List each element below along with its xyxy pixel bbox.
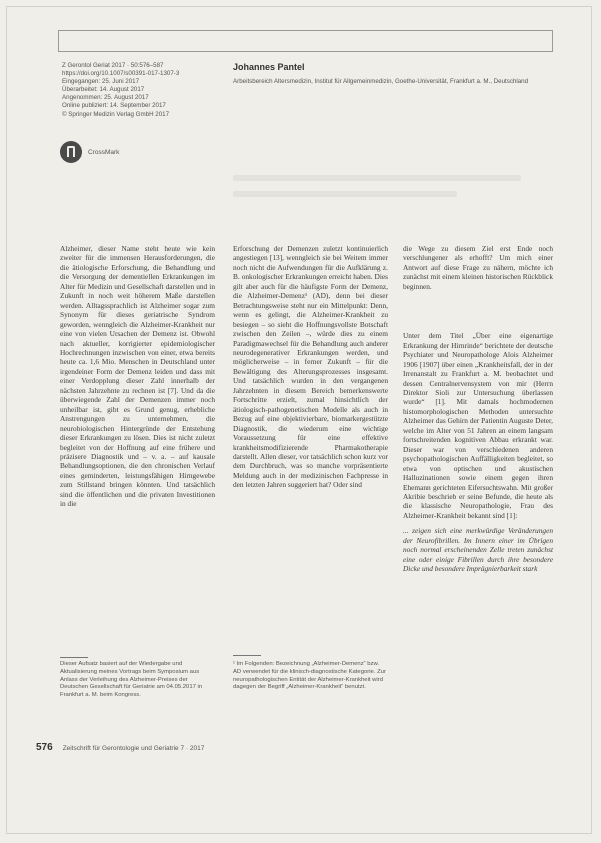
body-paragraph: Alzheimer, dieser Name steht heute wie kein zweiter für die immensen Herausforderungen, die die ätiologische Erforschung, die Behandlung und die Versorgung der dementiellen Erkrankungen im Alter für Medizin und Gesellschaft darstellen und in Zukunft in noch weit höherem Maße darstellen werden. Alltagssprachlich ist Alzheimer sogar zum Synonym für dieses geriatrische Syndrom geworden, wenngleich die Alzheimer-Krankheit nur eine von vielen Ursachen der Demenz ist. Obwohl nach aktueller, korrigierter epidemiologischer Hochrechnungen inzwischen von einer, etwa bereits heute ca. 1,6 Mio. Menschen in Deutschland unter irgendeiner Form der Demenz leiden und dass mit einer Verdopplung dieser Zahl innerhalb der nächsten Jahrzehnte zu rechnen ist [7]. Und da die überwiegende Zahl der Demenzen immer noch unheilbar ist, gibt es Grund genug, erhebliche Anstrengungen zu unternehmen, die neurobiologischen Hintergründe der Entstehung dieser Erkrankungen zu lösen. Dies ist nicht zuletzt begleitet von der Hoffnung auf eine frühere und präzisere Diagnostik und – v. a. – auf kausale Behandlungsoptionen, die den chronischen Verlauf eines geminderten, leistungsfähigen Hirngewebe zum Stillstand bringen könnten. Und tatsächlich sind die öffentlichen und die privaten Investitionen in die: [60, 244, 215, 509]
page-footer: [36, 742, 204, 753]
author-affiliation: Arbeitsbereich Altersmedizin, Institut für Allgemeinmedizin, Goethe-Universität, Frankfurt a. M., Deutschland: [233, 78, 529, 85]
author-name: Johannes Pantel: [233, 62, 305, 72]
meta-line: © Springer Medizin Verlag GmbH 2017: [62, 110, 170, 118]
faded-title-area: [233, 175, 553, 207]
crossmark-badge[interactable]: [60, 141, 119, 163]
text-column-2: [233, 244, 388, 490]
crossmark-label: CrossMark: [88, 148, 120, 156]
footnote-divider: [60, 657, 88, 658]
footnote-author-note: Dieser Aufsatz basiert auf der Wiedergabe und Aktualisierung meines Vortrags beim Symposium aus Anlass der Verleihung des Alzheimer-Preises der Deutschen Gesellschaft für Geriatrie am 04.05.2017 in Frankfurt a. M. beim Kongress.: [60, 661, 203, 699]
author-block: [233, 62, 553, 86]
meta-line: Z Gerontol Geriat 2017 · 50:576–587: [62, 62, 164, 69]
page-number: 576: [36, 742, 53, 753]
body-paragraph: Unter dem Titel „Über eine eigenartige Erkrankung der Hirnrinde“ berichtete der deutsche Psychiater und Neuropathologe Alois Alzheimer 1906 [1907] über einen „Krankheitsfall, der in der Irrenanstalt zu Frankfurt a. M. beobachtet und dessen Centralnervensystem von mir (Herrn Direktor Sioli zur Untersuchung überlassen wurde“ [1]. Mit damals hochmodernen histomorphologischen Methoden untersuchte Alzheimer das Gehirn der Patientin Auguste Deter, welche im Alter von 51 Jahren an einem langsam fortschreitenden kognitiven Abbau erkrankt war. Dieser war von verschiedenen anderen psychopathologischen Auffälligkeiten begleitet, so etwa von optischen und akustischen Halluzinationen sowie einem gegen ihren Ehemann gerichteten Eifersuchtswahn. Mit großer Akribie beschrieb er seine Befunde, die heute als die klassische Neuropathologie, Frau des Alzheimer-Krankheit bekannt sind [1]:: [403, 331, 553, 520]
body-paragraph: die Wege zu diesem Ziel erst Ende noch verschlungener als erhofft? Um mich einer Antwort auf diese Frage zu nähern, möchte ich zunächst mit einem kleinen historischen Rückblick beginnen.: [403, 244, 553, 291]
meta-line: Online publiziert: 14. September 2017: [62, 102, 166, 110]
meta-line: https://doi.org/10.1007/s00391-017-1307-3: [62, 70, 180, 78]
block-quote: ... zeigen sich eine merkwürdige Veränderungen der Neurofibrillen. Im Innern einer im Übrigen noch normal erscheinenden Zelle treten zunächst eine oder einige Fibrillen durch ihre besondere Dicke und besondere Imprägnierbarkeit stark: [403, 526, 553, 574]
meta-line: Eingegangen: 25. Juni 2017: [62, 78, 140, 86]
text-column-1: [60, 244, 215, 509]
meta-line: Überarbeitet: 14. August 2017: [62, 86, 145, 94]
meta-line: Angenommen: 25. August 2017: [62, 94, 149, 102]
crossmark-icon: [60, 141, 82, 163]
body-paragraph: Erforschung der Demenzen zuletzt kontinuierlich angestiegen [13], wenngleich sie bei Weitem immer noch nicht die Aufwendungen für die Aufklärung z. B. onkologischer Erkrankungen erreicht haben. Dies gilt aber auch für die häufigste Form der Demenz, die Alzheimer-Demenz¹ (AD), denn bei dieser Betrachtungsweise steht nur ein Mittelpunkt: Denn, wenn es gelingt, die Alzheimer-Krankheit zu besiegen – so sieht die Hoffnungsvollste Botschaft zwischen den Zeilen –, würde dies zu einem Paradigmawechsel für die Behandlung auch anderer neurodegenerativer Erkrankungen werden, und möglicherweise – in ferner Zukunft – für die Bewältigung des Alterungsprozesses insgesamt. Und tatsächlich wurden in den vergangenen Jahrzehnten in diesem Bereich bemerkenswerte Fortschritte erzielt, zumal hinsichtlich der ätiologisch-pathogenetischen Modelle als auch in Bezug auf eine objektivierbare, biomarkergestützte Diagnostik, die wiederum eine wichtige Voraussetzung für eine effektive krankheitsmodifizierende Pharmakotherapie darstellt. Allen dieser, vor tatsächlich schon kurz vor dem Durchbruch, was so manche vorpräsentierte Meldung auch in der medizinischen Fachpresse in den letzten Jahren suggeriert hat? Oder sind: [233, 244, 388, 490]
journal-name: Zeitschrift für Gerontologie und Geriatrie 7 · 2017: [62, 745, 205, 752]
header-box: [58, 30, 553, 52]
footnote-divider: [233, 655, 261, 656]
footnote-1: ¹ Im Folgenden: Bezeichnung „Alzheimer-Demenz“ bzw. AD verwendet für die klinisch-diagnostische Kategorie. Zur neuropathologischen Entität der Alzheimer-Krankheit wird dagegen der Begriff „Alzheimer-Krankheit“ benutzt.: [233, 661, 386, 691]
text-column-3: [403, 244, 553, 574]
article-metadata: [62, 62, 232, 119]
